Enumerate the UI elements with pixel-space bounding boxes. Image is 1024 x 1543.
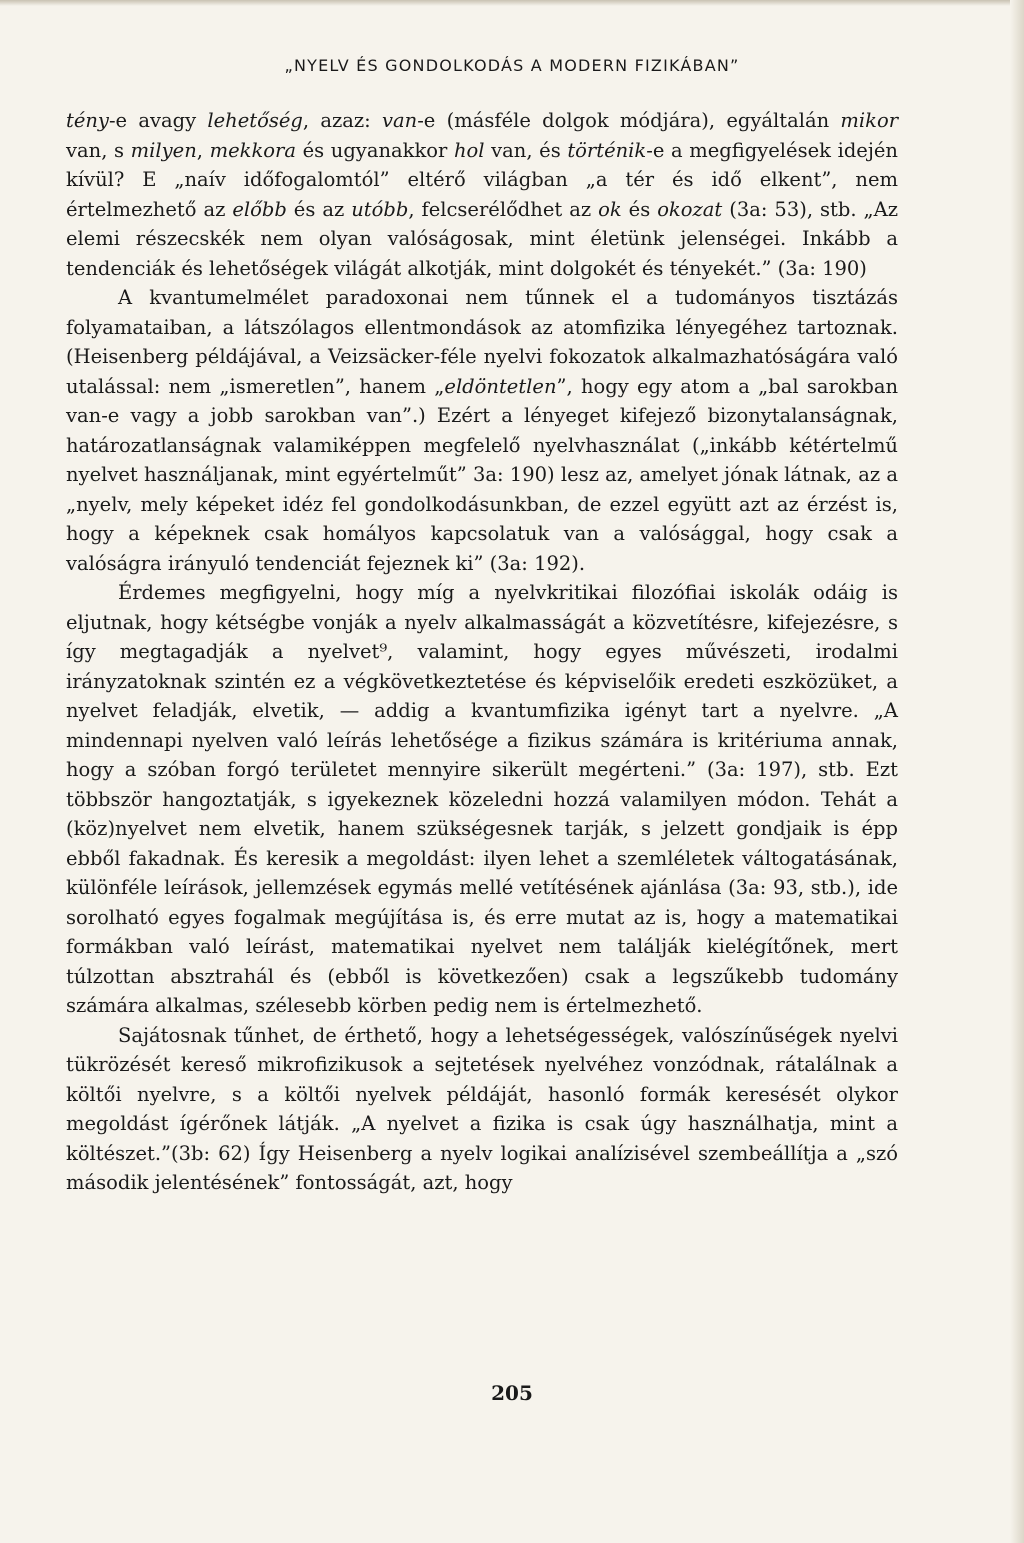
text-segment: (3a: 53), stb. „Az elemi részecskék nem olyan valóságosak, mint életünk jelenségei. Inkább a tendenciák és lehetőségek világát alkotják, mint dolgokét és tényekét.” (3a: 190) [66, 197, 898, 280]
italic-text: okozat [657, 197, 723, 221]
text-segment: -e (másféle dolgok módjára), egyáltalán [417, 109, 841, 132]
italic-text: mikor [840, 109, 899, 132]
text-segment: A kvantumelmélet paradoxonai nem tűnnek el a tudományos tisztázás folyamataiban, a látszólagos ellentmondások az atomfizika lényegéhez tartoznak. (Heisenberg példájával, a Veizsäcker-féle nyelvi fokozatok alkalmazhatóságára való utalással: nem „ismeretlen”, hanem „ [66, 286, 898, 398]
text-segment: és ugyanakkor [295, 138, 454, 162]
italic-text: eldöntetlen [444, 374, 557, 398]
italic-text: hol [453, 138, 485, 162]
italic-text: ok [598, 197, 622, 221]
italic-text: van [382, 109, 418, 132]
italic-text: lehetőség [207, 109, 303, 132]
text-segment: van, s [66, 138, 131, 162]
paragraph [66, 1021, 898, 1198]
text-segment: , azaz: [302, 109, 383, 132]
italic-text: előbb [232, 197, 287, 221]
paragraph [66, 578, 898, 1021]
paragraph [66, 106, 898, 283]
text-segment: van, és [484, 138, 568, 162]
page-top-edge [0, 0, 1024, 6]
text-segment: , [196, 138, 210, 162]
body-text [66, 106, 898, 1198]
running-head: „NYELV ÉS GONDOLKODÁS A MODERN FIZIKÁBAN” [284, 56, 740, 75]
page-right-edge [1010, 0, 1024, 1543]
text-segment: -e avagy [108, 109, 208, 132]
text-segment: és az [286, 197, 352, 221]
text-segment: , felcserélődhet az [408, 197, 599, 221]
page-number: 205 [491, 1381, 533, 1405]
italic-text: történik [567, 138, 647, 162]
italic-text: utóbb [351, 197, 409, 221]
text-segment: Sajátosnak tűnhet, de érthető, hogy a lehetségességek, valószínűségek nyelvi tükrözését kereső mikrofizikusok a sejtetések nyelvéhez vonzódnak, rátalálnak a költői nyelvre, s a költői nyelvek példáját, hasonló formák keresését olykor megoldást ígérőnek látják. „A nyelvet a fizika is csak úgy használhatja, mint a költészet.”(3b: 62) Így Heisenberg a nyelv logikai analízisével szembeállítja a „szó második jelentésének” fontosságát, azt, hogy [66, 1023, 898, 1194]
italic-text: tény [66, 109, 109, 132]
text-segment: -e a megfigyelések idején kívül? E „naív időfogalomtól” eltérő világban „a tér és idő elkent”, nem értelmezhető az [66, 138, 898, 221]
text-segment: és [621, 197, 658, 221]
italic-text: mekkora [209, 138, 296, 162]
paragraph [66, 283, 898, 578]
text-segment: Érdemes megfigyelni, hogy míg a nyelvkritikai filozófiai iskolák odáig is eljutnak, hogy kétségbe vonják a nyelv alkalmasságát a közvetítésre, kifejezésre, s így megtagadják a nyelvet⁹, valamint, hogy egyes művészeti, irodalmi irányzatoknak szintén ez a végkövetkeztetése és képviselőik eredeti eszközüket, a nyelvet feladják, elvetik, — addig a kvantumfizika igényt tart a nyelvre. „A mindennapi nyelven való leírás lehetősége a fizikus számára is kritériuma annak, hogy a szóban forgó területet mennyire sikerült megérteni.” (3a: 197), stb. Ezt többször hangoztatják, s igyekeznek közeledni hozzá valamilyen módon. Tehát a (köz)nyelvet nem elvetik, hanem szükségesnek tarják, s jelzett gondjaik is épp ebből fakadnak. És keresik a megoldást: ilyen lehet a szemléletek váltogatásának, különféle leírások, jellemzések egymás mellé vetítésének ajánlása (3a: 93, stb.), ide sorolható egyes fogalmak megújítása is, és erre mutat az is, hogy a matematikai formákban való leírást, matematikai nyelvet nem találják kielégítőnek, mert túlzottan absztrahál és (ebből is következően) csak a legszűkebb tudomány számára alkalmas, szélesebb körben pedig nem is értelmezhető. [66, 581, 898, 1017]
italic-text: milyen [130, 138, 197, 162]
text-segment: ”, hogy egy atom a „bal sarokban van-e vagy a jobb sarokban van”.) Ezért a lényeget kifejező bizonytalanságnak, határozatlanságnak valamiképpen megfelelő nyelvhasználat („inkább kétértelmű nyelvet használjanak, mint egyértelműt” 3a: 190) lesz az, amelyet jónak látnak, az a „nyelv, mely képeket idéz fel gondolkodásunkban, de ezzel együtt azt az érzést is, hogy a képeknek csak homályos kapcsolatuk van a valósággal, hogy csak a valóságra irányuló tendenciát fejeznek ki” (3a: 192). [66, 374, 899, 575]
